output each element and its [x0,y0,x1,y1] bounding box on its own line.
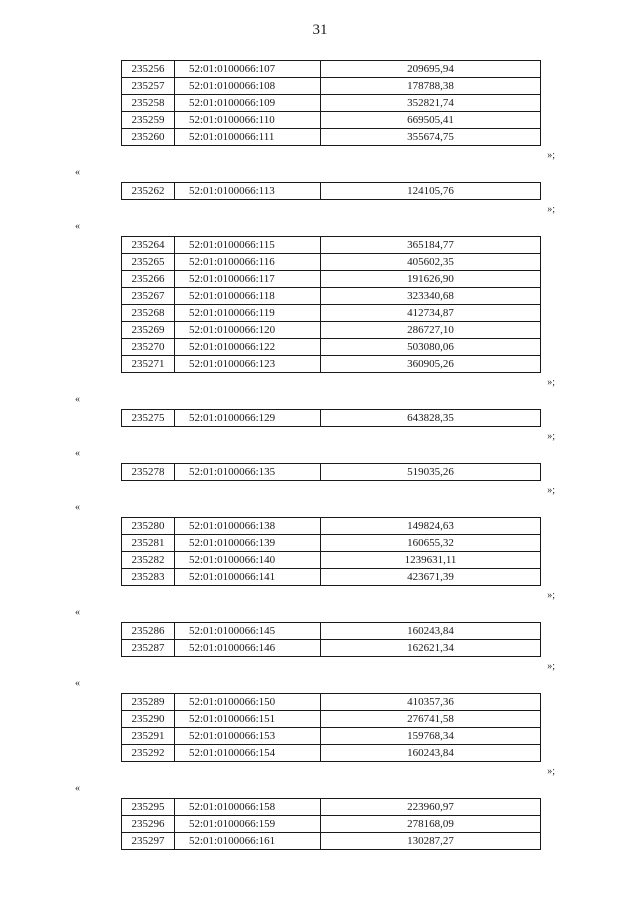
cadastral-number-cell: 52:01:0100066:140 [175,552,321,569]
table-block [0,391,640,445]
value-cell: 223960,97 [321,799,541,816]
cadastral-number-cell: 52:01:0100066:141 [175,569,321,586]
row-number-cell: 235268 [122,305,175,322]
row-number-cell: 235256 [122,61,175,78]
row-number-cell: 235259 [122,112,175,129]
table-block [0,218,640,391]
row-number-cell: 235295 [122,799,175,816]
opening-quote-mark: « [75,448,80,459]
table-row [122,711,541,728]
table-row [122,112,541,129]
table-row [122,95,541,112]
opening-quote-mark: « [75,607,80,618]
table-row [122,183,541,200]
cadastral-number-cell: 52:01:0100066:159 [175,816,321,833]
closing-quote-mark: »; [547,661,555,672]
row-number-cell: 235278 [122,464,175,481]
cadastral-number-cell: 52:01:0100066:107 [175,61,321,78]
value-cell: 162621,34 [321,640,541,657]
document-body [0,60,640,868]
value-cell: 124105,76 [321,183,541,200]
row-number-cell: 235297 [122,833,175,850]
table-block [0,780,640,868]
row-number-cell: 235287 [122,640,175,657]
row-number-cell: 235282 [122,552,175,569]
cadastral-number-cell: 52:01:0100066:119 [175,305,321,322]
cadastral-number-cell: 52:01:0100066:108 [175,78,321,95]
cadastral-number-cell: 52:01:0100066:109 [175,95,321,112]
value-cell: 519035,26 [321,464,541,481]
row-number-cell: 235280 [122,518,175,535]
table-row [122,271,541,288]
table-block [0,675,640,780]
table-row [122,61,541,78]
value-cell: 159768,34 [321,728,541,745]
row-number-cell: 235286 [122,623,175,640]
cadastral-number-cell: 52:01:0100066:154 [175,745,321,762]
table-block [0,164,640,218]
row-number-cell: 235291 [122,728,175,745]
value-cell: 209695,94 [321,61,541,78]
table-row [122,305,541,322]
value-cell: 130287,27 [321,833,541,850]
row-number-cell: 235265 [122,254,175,271]
closing-quote-mark: »; [547,766,555,777]
closing-quote-mark: »; [547,590,555,601]
cadastral-number-cell: 52:01:0100066:129 [175,410,321,427]
table-block [0,445,640,499]
closing-quote-mark: »; [547,204,555,215]
cadastral-number-cell: 52:01:0100066:118 [175,288,321,305]
value-cell: 365184,77 [321,237,541,254]
cadastral-number-cell: 52:01:0100066:158 [175,799,321,816]
value-cell: 160243,84 [321,745,541,762]
cadastral-table [121,236,541,373]
row-number-cell: 235296 [122,816,175,833]
table-row [122,569,541,586]
cadastral-number-cell: 52:01:0100066:116 [175,254,321,271]
row-number-cell: 235264 [122,237,175,254]
cadastral-table [121,60,541,146]
cadastral-number-cell: 52:01:0100066:145 [175,623,321,640]
opening-quote-mark: « [75,167,80,178]
row-number-cell: 235292 [122,745,175,762]
cadastral-table [121,517,541,586]
value-cell: 149824,63 [321,518,541,535]
value-cell: 355674,75 [321,129,541,146]
value-cell: 410357,36 [321,694,541,711]
table-row [122,518,541,535]
table-row [122,535,541,552]
cadastral-table [121,693,541,762]
table-row [122,237,541,254]
cadastral-table [121,182,541,200]
value-cell: 669505,41 [321,112,541,129]
cadastral-table [121,409,541,427]
row-number-cell: 235257 [122,78,175,95]
cadastral-number-cell: 52:01:0100066:139 [175,535,321,552]
table-row [122,728,541,745]
cadastral-number-cell: 52:01:0100066:120 [175,322,321,339]
table-row [122,78,541,95]
row-number-cell: 235258 [122,95,175,112]
value-cell: 323340,68 [321,288,541,305]
table-row [122,623,541,640]
value-cell: 160243,84 [321,623,541,640]
cadastral-number-cell: 52:01:0100066:110 [175,112,321,129]
value-cell: 178788,38 [321,78,541,95]
row-number-cell: 235281 [122,535,175,552]
cadastral-table [121,798,541,850]
cadastral-number-cell: 52:01:0100066:113 [175,183,321,200]
value-cell: 191626,90 [321,271,541,288]
table-row [122,640,541,657]
value-cell: 360905,26 [321,356,541,373]
value-cell: 276741,58 [321,711,541,728]
cadastral-number-cell: 52:01:0100066:138 [175,518,321,535]
opening-quote-mark: « [75,783,80,794]
opening-quote-mark: « [75,221,80,232]
row-number-cell: 235260 [122,129,175,146]
row-number-cell: 235289 [122,694,175,711]
row-number-cell: 235283 [122,569,175,586]
table-row [122,129,541,146]
table-block [0,60,640,164]
cadastral-number-cell: 52:01:0100066:153 [175,728,321,745]
cadastral-number-cell: 52:01:0100066:115 [175,237,321,254]
value-cell: 503080,06 [321,339,541,356]
row-number-cell: 235270 [122,339,175,356]
table-row [122,816,541,833]
closing-quote-mark: »; [547,150,555,161]
cadastral-number-cell: 52:01:0100066:151 [175,711,321,728]
cadastral-number-cell: 52:01:0100066:146 [175,640,321,657]
table-row [122,410,541,427]
cadastral-number-cell: 52:01:0100066:161 [175,833,321,850]
closing-quote-mark [0,851,640,868]
closing-quote-mark: »; [547,485,555,496]
table-row [122,552,541,569]
value-cell: 160655,32 [321,535,541,552]
table-block [0,499,640,604]
cadastral-number-cell: 52:01:0100066:122 [175,339,321,356]
row-number-cell: 235275 [122,410,175,427]
table-row [122,288,541,305]
cadastral-table [121,622,541,657]
row-number-cell: 235266 [122,271,175,288]
cadastral-number-cell: 52:01:0100066:123 [175,356,321,373]
value-cell: 286727,10 [321,322,541,339]
closing-quote-mark: »; [547,431,555,442]
closing-quote-mark: »; [547,377,555,388]
table-row [122,254,541,271]
table-row [122,339,541,356]
opening-quote-mark: « [75,678,80,689]
page-number: 31 [312,22,328,38]
value-cell: 1239631,11 [321,552,541,569]
cadastral-table [121,463,541,481]
cadastral-number-cell: 52:01:0100066:117 [175,271,321,288]
value-cell: 405602,35 [321,254,541,271]
row-number-cell: 235262 [122,183,175,200]
row-number-cell: 235271 [122,356,175,373]
table-row [122,799,541,816]
cadastral-number-cell: 52:01:0100066:150 [175,694,321,711]
cadastral-number-cell: 52:01:0100066:111 [175,129,321,146]
table-row [122,833,541,850]
table-block [0,604,640,675]
value-cell: 278168,09 [321,816,541,833]
value-cell: 423671,39 [321,569,541,586]
row-number-cell: 235269 [122,322,175,339]
table-row [122,464,541,481]
table-row [122,745,541,762]
value-cell: 412734,87 [321,305,541,322]
value-cell: 643828,35 [321,410,541,427]
cadastral-number-cell: 52:01:0100066:135 [175,464,321,481]
value-cell: 352821,74 [321,95,541,112]
opening-quote-mark: « [75,394,80,405]
table-row [122,694,541,711]
table-row [122,322,541,339]
row-number-cell: 235290 [122,711,175,728]
opening-quote-mark: « [75,502,80,513]
row-number-cell: 235267 [122,288,175,305]
table-row [122,356,541,373]
